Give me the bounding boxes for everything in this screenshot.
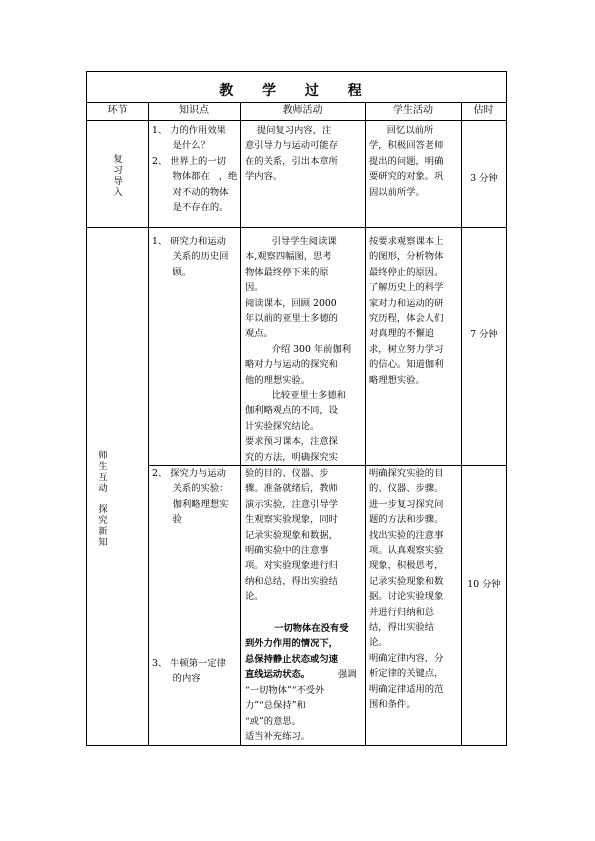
header-student: 学生活动 [393, 105, 433, 116]
explore-teacher-1: 引导学生阅读课 本,观察四幅图，思考 物体最终停下来的原 因。 阅读课本，回顾 2000 年以前的亚里士多德的 观点。 介绍 300 年前伽利 略对力与运动的探究和 他的理想实验。 比较亚里士多德和 伽利略观点的不同，设 计实验探究结论。 要求预习课本，注意探 究的方法，明确探究实 [245, 236, 352, 463]
explore-teacher-2: 验的目的、仪器、步 骤。准备就绪后，教师 演示实验，注意引导学 生观察实验现象，同时 记录实验现象和数据， 明确实验中的注意事 项。对实验现象进行归 纳和总结，得出实验结 论。 [245, 468, 338, 603]
review-knowledge-1: 1、 力的作用效果 是什么？ [152, 125, 226, 152]
review-divider [87, 227, 506, 228]
explore-student-2: 明确探究实验的目 的、仪器、步骤。 进一步复习探究问 题的方法和步骤。 找出实验的注意事 项。认真观察实验 现象，积极思考， 记录实验现象和数 据。讨论实验现象 并进行归纳和总 结，得出实验结 论。 明确定律内容，分 析定律的关键点， 明确定律适用的范 围和条件。 [369, 468, 444, 711]
title-divider [87, 102, 506, 103]
newton-first-law-statement: 一切物体在没有受 到外力作用的情况下， 总保持静止状态或匀速 直线运动状态。 [245, 623, 349, 681]
teaching-process-table [86, 71, 507, 746]
explore-stage-1: 师生互动 [98, 450, 108, 494]
review-time: 3 分钟 [470, 173, 498, 184]
explore-knowledge-1: 1、 研究力和运动 关系的历史回 顾。 [152, 236, 229, 278]
review-stage: 复习导入 [113, 154, 123, 198]
header-knowledge: 知识点 [179, 105, 209, 116]
col-divider-1 [148, 102, 149, 746]
col-divider-3 [365, 102, 366, 746]
explore-knowledge-3: 3、 牛顿第一定律 的内容 [152, 658, 226, 685]
header-stage: 环节 [107, 105, 128, 116]
review-teacher: 提问复习内容，注 意引导力与运动可能存 在的关系，引出本章所 学内容。 [245, 125, 338, 183]
explore-student-1: 按要求观察课本上 的图形，分析物体 最终停止的原因。 了解历史上的科学 家对力和运动的研 究历程，体会人们 对真理的不懈追 求，树立努力学习 的信心。知道伽利 略理想实验。 [369, 236, 444, 386]
explore-teacher-3-tail: “一切物体”“不受外 力”“总保持”和 “或”的意思。 适当补充练习。 [245, 685, 325, 743]
explore-time-1: 7 分钟 [470, 329, 498, 340]
col-divider-2 [240, 102, 241, 746]
review-knowledge-2: 2、 世界上的一切 物体都在 ，绝 对不动的物体 是不存在的。 [152, 156, 238, 214]
explore-knowledge-2: 2、 探究力与运动 关系的实验： 伽利略理想实 验 [152, 468, 229, 526]
explore-stage-2: 探究新知 [98, 504, 108, 548]
header-time: 估时 [473, 105, 494, 116]
explore-time-2: 10 分钟 [467, 579, 501, 590]
header-divider [87, 120, 506, 121]
table-title: 教 学 过 程 [219, 83, 374, 99]
review-student: 回忆以前所 学，积极回答老师 提出的问题，明确 要研究的对象。巩 固以前所学。 [369, 125, 444, 198]
header-teacher: 教师活动 [282, 105, 323, 116]
explore-teacher-3-emphasis: 强调 [338, 669, 357, 680]
col-divider-4 [461, 102, 462, 746]
